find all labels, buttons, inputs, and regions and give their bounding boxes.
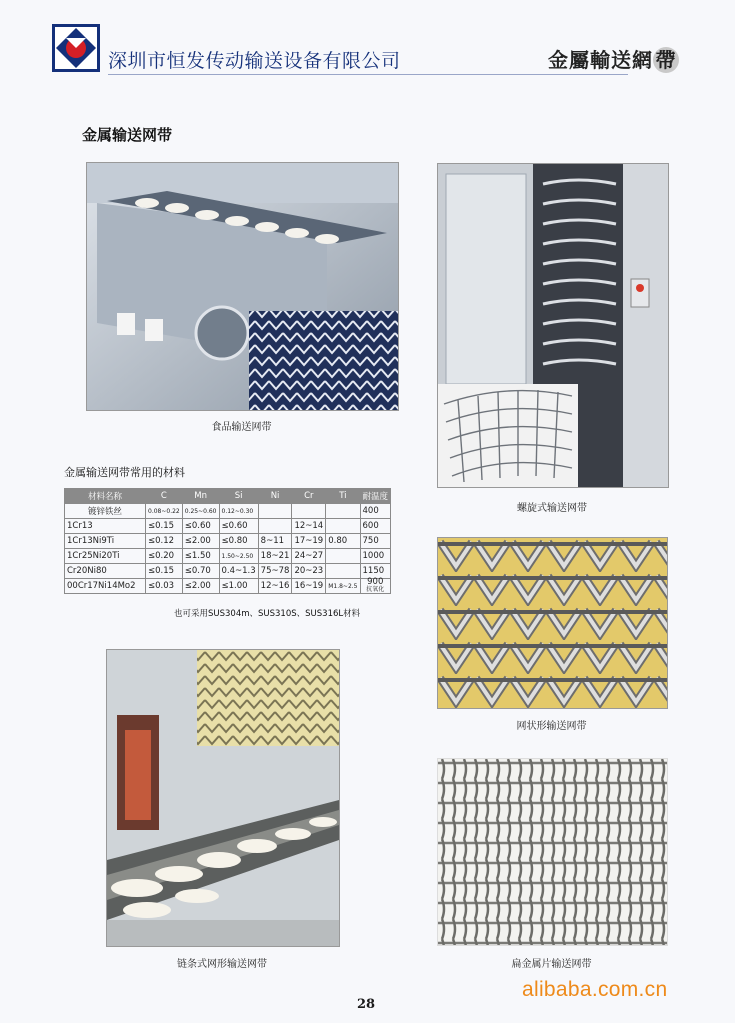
- materials-table: [64, 488, 391, 594]
- table-cell: 0.25~0.60: [182, 504, 219, 519]
- materials-note: 也可采用SUS304m、SUS310S、SUS316L材料: [174, 609, 361, 619]
- table-cell: M1.8~2.5: [326, 579, 360, 594]
- mesh-conveyor-photo: [437, 537, 668, 709]
- table-cell: 0.08~0.22: [146, 504, 183, 519]
- table-cell: 600: [360, 519, 391, 534]
- table-cell: 00Cr17Ni14Mo2: [65, 579, 146, 594]
- table-cell: 1Cr13Ni9Ti: [65, 534, 146, 549]
- mesh-conveyor-caption: 网状形输送网带: [516, 721, 587, 732]
- table-cell: Cr20Ni80: [65, 564, 146, 579]
- table-cell: 75~78: [258, 564, 292, 579]
- table-cell: 24~27: [292, 549, 326, 564]
- temp-value: 900: [367, 577, 384, 587]
- table-row: [65, 534, 391, 549]
- watermark: alibaba.com.cn: [522, 978, 668, 1001]
- materials-header-row: [65, 489, 391, 504]
- col-header: Mn: [182, 489, 219, 504]
- table-cell: 400: [360, 504, 391, 519]
- table-cell: ≤0.03: [146, 579, 183, 594]
- table-cell: ≤0.20: [146, 549, 183, 564]
- table-cell: [326, 564, 360, 579]
- table-cell: 1150: [360, 564, 391, 579]
- table-cell: ≤0.60: [219, 519, 258, 534]
- flat-metal-conveyor-image: [438, 759, 667, 945]
- table-row: [65, 504, 391, 519]
- table-cell: ≤0.70: [182, 564, 219, 579]
- table-cell: ≤0.80: [219, 534, 258, 549]
- col-header: 材料名称: [65, 489, 146, 504]
- table-cell: 750: [360, 534, 391, 549]
- table-row: [65, 549, 391, 564]
- col-header: Ni: [258, 489, 292, 504]
- spiral-conveyor-image: [438, 164, 668, 487]
- table-cell: ≤0.15: [146, 564, 183, 579]
- table-cell: 0.4~1.3: [219, 564, 258, 579]
- materials-title: 金属输送网带常用的材料: [64, 466, 185, 479]
- table-cell: [326, 549, 360, 564]
- chain-conveyor-caption: 链条式网形输送网带: [177, 959, 267, 970]
- header-title-badge: 帶: [653, 47, 679, 73]
- table-row: [65, 519, 391, 534]
- col-header: 耐温度: [360, 489, 391, 504]
- table-cell: ≤2.00: [182, 534, 219, 549]
- table-cell: 1Cr13: [65, 519, 146, 534]
- col-header: Ti: [326, 489, 360, 504]
- table-cell: 1Cr25Ni20Ti: [65, 549, 146, 564]
- food-conveyor-photo: [86, 162, 399, 411]
- table-cell: [258, 504, 292, 519]
- col-header: Si: [219, 489, 258, 504]
- table-cell: ≤1.00: [219, 579, 258, 594]
- table-row: [65, 579, 391, 594]
- table-cell: ≤1.50: [182, 549, 219, 564]
- table-cell: [258, 519, 292, 534]
- table-cell: [326, 519, 360, 534]
- table-cell: 8~11: [258, 534, 292, 549]
- page-number: 28: [357, 997, 376, 1012]
- header-title-text: 金屬輸送網: [548, 48, 653, 72]
- table-row: [65, 564, 391, 579]
- table-cell: 0.12~0.30: [219, 504, 258, 519]
- mesh-conveyor-image: [438, 538, 667, 708]
- section-title: 金属输送网带: [82, 126, 173, 144]
- table-cell: 20~23: [292, 564, 326, 579]
- table-cell: 0.80: [326, 534, 360, 549]
- table-cell: 1.50~2.50: [219, 549, 258, 564]
- food-conveyor-caption: 食品输送网带: [211, 422, 272, 433]
- table-cell: 镀锌铁丝: [65, 504, 146, 519]
- table-cell: ≤0.12: [146, 534, 183, 549]
- table-cell: 12~14: [292, 519, 326, 534]
- header-title: [548, 44, 679, 73]
- table-cell: [292, 504, 326, 519]
- spiral-conveyor-caption: 螺旋式输送网带: [517, 503, 587, 514]
- flat-metal-conveyor-photo: [437, 758, 668, 946]
- temp-note: 抗氧化: [366, 586, 385, 593]
- table-cell: ≤0.15: [146, 519, 183, 534]
- table-cell: [360, 579, 391, 594]
- header-divider: [108, 74, 628, 75]
- table-cell: ≤0.60: [182, 519, 219, 534]
- chain-conveyor-image: [107, 650, 339, 946]
- table-cell: 17~19: [292, 534, 326, 549]
- table-cell: ≤2.00: [182, 579, 219, 594]
- table-cell: [326, 504, 360, 519]
- table-cell: 16~19: [292, 579, 326, 594]
- spiral-conveyor-photo: [437, 163, 669, 488]
- company-logo-icon: [52, 24, 100, 72]
- col-header: C: [146, 489, 183, 504]
- table-cell: 12~16: [258, 579, 292, 594]
- food-conveyor-image: [87, 163, 398, 410]
- table-cell: 1000: [360, 549, 391, 564]
- col-header: Cr: [292, 489, 326, 504]
- flat-metal-conveyor-caption: 扁金属片输送网带: [511, 959, 592, 970]
- company-name: 深圳市恒发传动输送设备有限公司: [108, 50, 401, 72]
- table-cell: 18~21: [258, 549, 292, 564]
- chain-conveyor-photo: [106, 649, 340, 947]
